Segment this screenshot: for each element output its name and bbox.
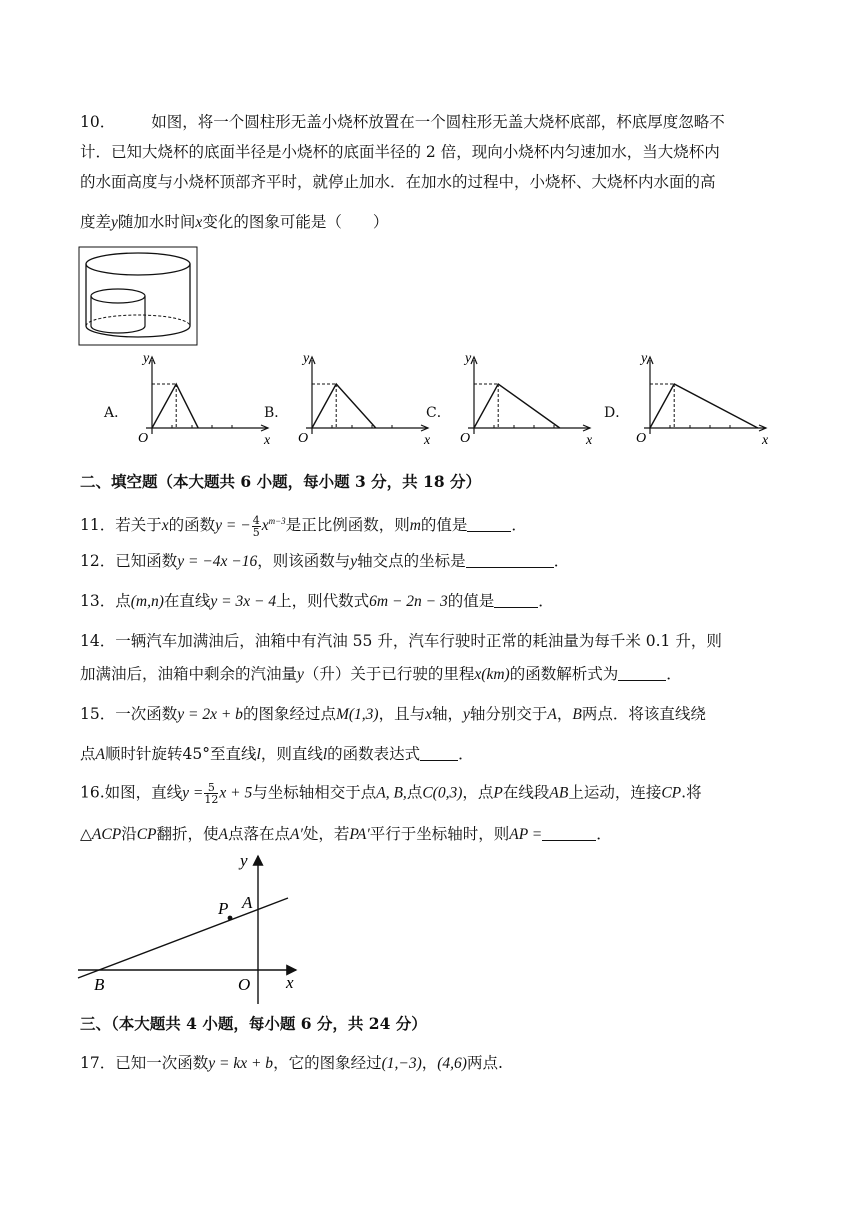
q15-line1: 15．一次函数y = 2x + b的图象经过点M(1,3)，且与x轴，y轴分别交于A，B两点．将该直线绕 — [80, 705, 706, 723]
fig-label-b: B — [94, 975, 105, 994]
q15-answer-blank[interactable] — [420, 744, 458, 761]
axis-x-label: x — [586, 433, 592, 444]
option-graph-d[interactable] — [628, 352, 768, 444]
fig-label-o: O — [238, 975, 251, 994]
origin-label: O — [298, 431, 309, 444]
q14-line1: 14．一辆汽车加满油后，油箱中有汽油 55 升，汽车行驶时正常的耗油量为每千米 0.1 升，则 — [80, 632, 722, 650]
q13-answer-blank[interactable] — [494, 591, 538, 608]
fig-label-a: A — [242, 893, 253, 912]
q11-answer-blank[interactable] — [467, 515, 511, 532]
q16-line2: △ACP沿CP翻折，使A点落在点A′处，若PA′平行于坐标轴时，则AP = ． — [80, 825, 612, 843]
axis-x-label: x — [762, 433, 768, 444]
q12-answer-blank[interactable] — [466, 551, 554, 568]
beaker-figure — [78, 246, 198, 346]
origin-label: O — [460, 431, 471, 444]
axis-y-label: y — [641, 352, 648, 366]
q10-line4: 度差y随加水时间x变化的图象可能是（ ） — [80, 213, 389, 231]
q10-number: 10． — [80, 113, 116, 131]
q16-figure — [74, 850, 304, 1010]
fig-label-x: x — [286, 973, 294, 992]
option-label-a: A． — [104, 405, 129, 421]
q16-answer-blank[interactable] — [542, 824, 596, 841]
axis-y-label: y — [465, 352, 472, 366]
fig-label-p: P — [218, 899, 229, 918]
q17: 17．已知一次函数y = kx + b，它的图象经过(1,−3)，(4,6)两点. — [80, 1054, 503, 1072]
fig-label-y: y — [240, 851, 248, 870]
axis-x-label: x — [264, 433, 270, 444]
option-label-b: B． — [264, 405, 289, 421]
axis-x-label: x — [424, 433, 430, 444]
q10-line2: 计．已知大烧杯的底面半径是小烧杯的底面半径的 2 倍，现向小烧杯内匀速加水，当大烧杯内 — [80, 143, 720, 161]
origin-label: O — [636, 431, 647, 444]
section3-title: 三、（本大题共 4 小题，每小题 6 分，共 24 分） — [80, 1014, 427, 1033]
q16-line1: 16.如图，直线y = $\frac{5}{12}$ x + 5与坐标轴相交于点A, B,点C(0,3)，点P在线段AB上运动，连接CP.将 — [80, 781, 702, 806]
origin-label: O — [138, 431, 149, 444]
q14-line2: 加满油后，油箱中剩余的汽油量y（升）关于已行驶的里程x(km)的函数解析式为 ． — [80, 665, 682, 683]
option-label-d: D． — [604, 405, 630, 421]
option-label-c: C． — [426, 405, 451, 421]
option-graph-b[interactable] — [290, 352, 430, 444]
q10-line1: 10． 如图，将一个圆柱形无盖小烧杯放置在一个圆柱形无盖大烧杯底部，杯底厚度忽略不 — [80, 113, 725, 131]
option-graph-a[interactable] — [130, 352, 270, 444]
q15-line2: 点A顺时针旋转45°至直线l，则直线l的函数表达式 ． — [80, 745, 474, 763]
q12: 12．已知函数y = −4x −16，则该函数与y轴交点的坐标是 ． — [80, 552, 570, 570]
q11: 11．若关于x的函数y = − $\frac{4}{5}$ $x^{m-3}$是正比例函数，则m的值是 ． — [80, 513, 527, 539]
section2-title: 二、填空题（本大题共 6 小题，每小题 3 分，共 18 分） — [80, 472, 482, 491]
q16-fraction: $\frac{5}{12}$ — [204, 781, 219, 806]
q11-fraction: $\frac{4}{5}$ — [252, 513, 260, 539]
q13: 13．点(m,n)在直线y = 3x − 4上，则代数式6m − 2n − 3的值是 ． — [80, 592, 554, 610]
axis-y-label: y — [303, 352, 310, 366]
q14-answer-blank[interactable] — [618, 664, 666, 681]
option-graph-c[interactable] — [452, 352, 592, 444]
q10-line3: 的水面高度与小烧杯顶部齐平时，就停止加水．在加水的过程中，小烧杯、大烧杯内水面的高 — [80, 173, 716, 191]
axis-y-label: y — [143, 352, 150, 366]
